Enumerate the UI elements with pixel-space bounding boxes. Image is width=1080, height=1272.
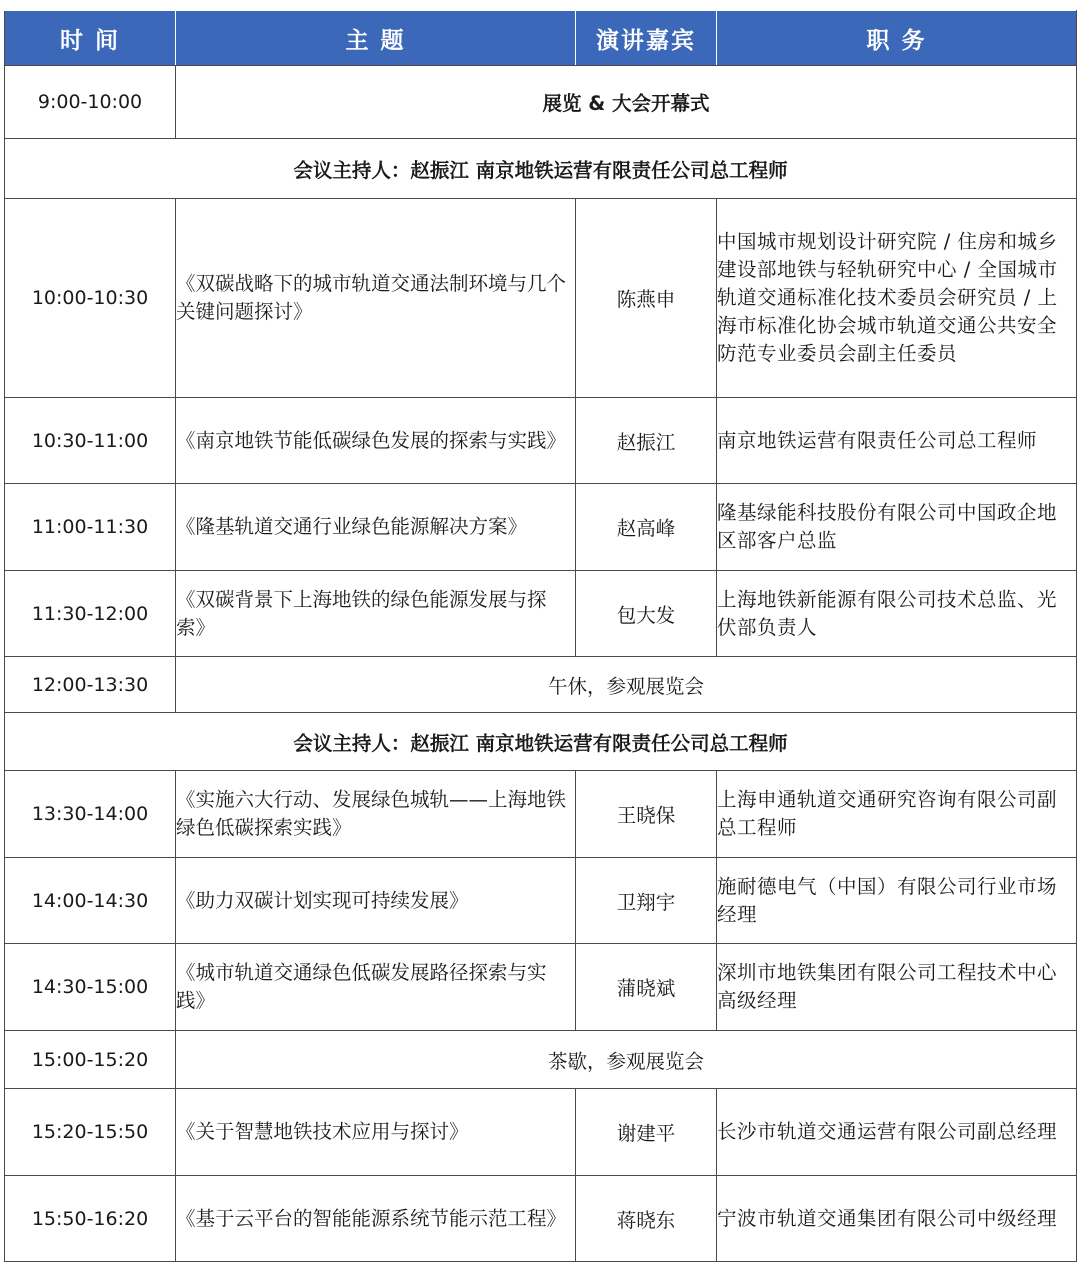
opening-row	[5, 66, 1077, 139]
table-row	[5, 484, 1077, 571]
header-position: 职 务	[717, 11, 1077, 66]
topic-cell: 《关于智慧地铁技术应用与探讨》	[176, 1089, 576, 1176]
host-row	[5, 713, 1077, 771]
time-cell: 10:00-10:30	[5, 199, 176, 398]
position-cell: 长沙市轨道交通运营有限公司副总经理	[717, 1089, 1077, 1176]
speaker-cell: 蒋晓东	[576, 1176, 717, 1262]
topic-cell: 《隆基轨道交通行业绿色能源解决方案》	[176, 484, 576, 571]
tea-row	[5, 1031, 1077, 1089]
table-row	[5, 944, 1077, 1031]
speaker-cell: 卫翔宇	[576, 858, 717, 944]
topic-cell: 《助力双碳计划实现可持续发展》	[176, 858, 576, 944]
table-row	[5, 771, 1077, 858]
header-speaker: 演讲嘉宾	[576, 11, 717, 66]
position-cell: 深圳市地铁集团有限公司工程技术中心高级经理	[717, 944, 1077, 1031]
time-cell: 11:00-11:30	[5, 484, 176, 571]
header-time: 时 间	[5, 11, 176, 66]
host-row	[5, 139, 1077, 199]
position-cell: 中国城市规划设计研究院 / 住房和城乡建设部地铁与轻轨研究中心 / 全国城市轨道交通标准化技术委员会研究员 / 上海市标准化协会城市轨道交通公共安全防范专业委员会副主任委员	[717, 199, 1077, 398]
table-row	[5, 1176, 1077, 1262]
host-label: 会议主持人：赵振江 南京地铁运营有限责任公司总工程师	[5, 713, 1077, 771]
topic-cell: 《双碳战略下的城市轨道交通法制环境与几个关键问题探讨》	[176, 199, 576, 398]
table-row	[5, 199, 1077, 398]
position-cell: 宁波市轨道交通集团有限公司中级经理	[717, 1176, 1077, 1262]
position-cell: 南京地铁运营有限责任公司总工程师	[717, 398, 1077, 484]
lunch-event: 午休，参观展览会	[176, 657, 1077, 713]
table-row	[5, 1089, 1077, 1176]
tea-event: 茶歇，参观展览会	[176, 1031, 1077, 1089]
time-cell: 14:00-14:30	[5, 858, 176, 944]
time-cell: 11:30-12:00	[5, 571, 176, 657]
time-cell: 15:00-15:20	[5, 1031, 176, 1089]
table-row	[5, 858, 1077, 944]
speaker-cell: 包大发	[576, 571, 717, 657]
table-row	[5, 398, 1077, 484]
topic-cell: 《基于云平台的智能能源系统节能示范工程》	[176, 1176, 576, 1262]
topic-cell: 《城市轨道交通绿色低碳发展路径探索与实践》	[176, 944, 576, 1031]
topic-cell: 《实施六大行动、发展绿色城轨——上海地铁绿色低碳探索实践》	[176, 771, 576, 858]
time-cell: 15:20-15:50	[5, 1089, 176, 1176]
position-cell: 上海地铁新能源有限公司技术总监、光伏部负责人	[717, 571, 1077, 657]
position-cell: 上海申通轨道交通研究咨询有限公司副总工程师	[717, 771, 1077, 858]
table-row	[5, 571, 1077, 657]
opening-event: 展览 & 大会开幕式	[176, 66, 1077, 139]
speaker-cell: 陈燕申	[576, 199, 717, 398]
time-cell: 12:00-13:30	[5, 657, 176, 713]
time-cell: 9:00-10:00	[5, 66, 176, 139]
host-label: 会议主持人：赵振江 南京地铁运营有限责任公司总工程师	[5, 139, 1077, 199]
header-row	[5, 11, 1077, 66]
speaker-cell: 蒲晓斌	[576, 944, 717, 1031]
position-cell: 隆基绿能科技股份有限公司中国政企地区部客户总监	[717, 484, 1077, 571]
header-topic: 主 题	[176, 11, 576, 66]
position-cell: 施耐德电气（中国）有限公司行业市场经理	[717, 858, 1077, 944]
time-cell: 10:30-11:00	[5, 398, 176, 484]
topic-cell: 《双碳背景下上海地铁的绿色能源发展与探索》	[176, 571, 576, 657]
speaker-cell: 王晓保	[576, 771, 717, 858]
lunch-row	[5, 657, 1077, 713]
topic-cell: 《南京地铁节能低碳绿色发展的探索与实践》	[176, 398, 576, 484]
time-cell: 13:30-14:00	[5, 771, 176, 858]
speaker-cell: 赵高峰	[576, 484, 717, 571]
speaker-cell: 谢建平	[576, 1089, 717, 1176]
time-cell: 14:30-15:00	[5, 944, 176, 1031]
agenda-table	[4, 10, 1077, 1262]
time-cell: 15:50-16:20	[5, 1176, 176, 1262]
speaker-cell: 赵振江	[576, 398, 717, 484]
